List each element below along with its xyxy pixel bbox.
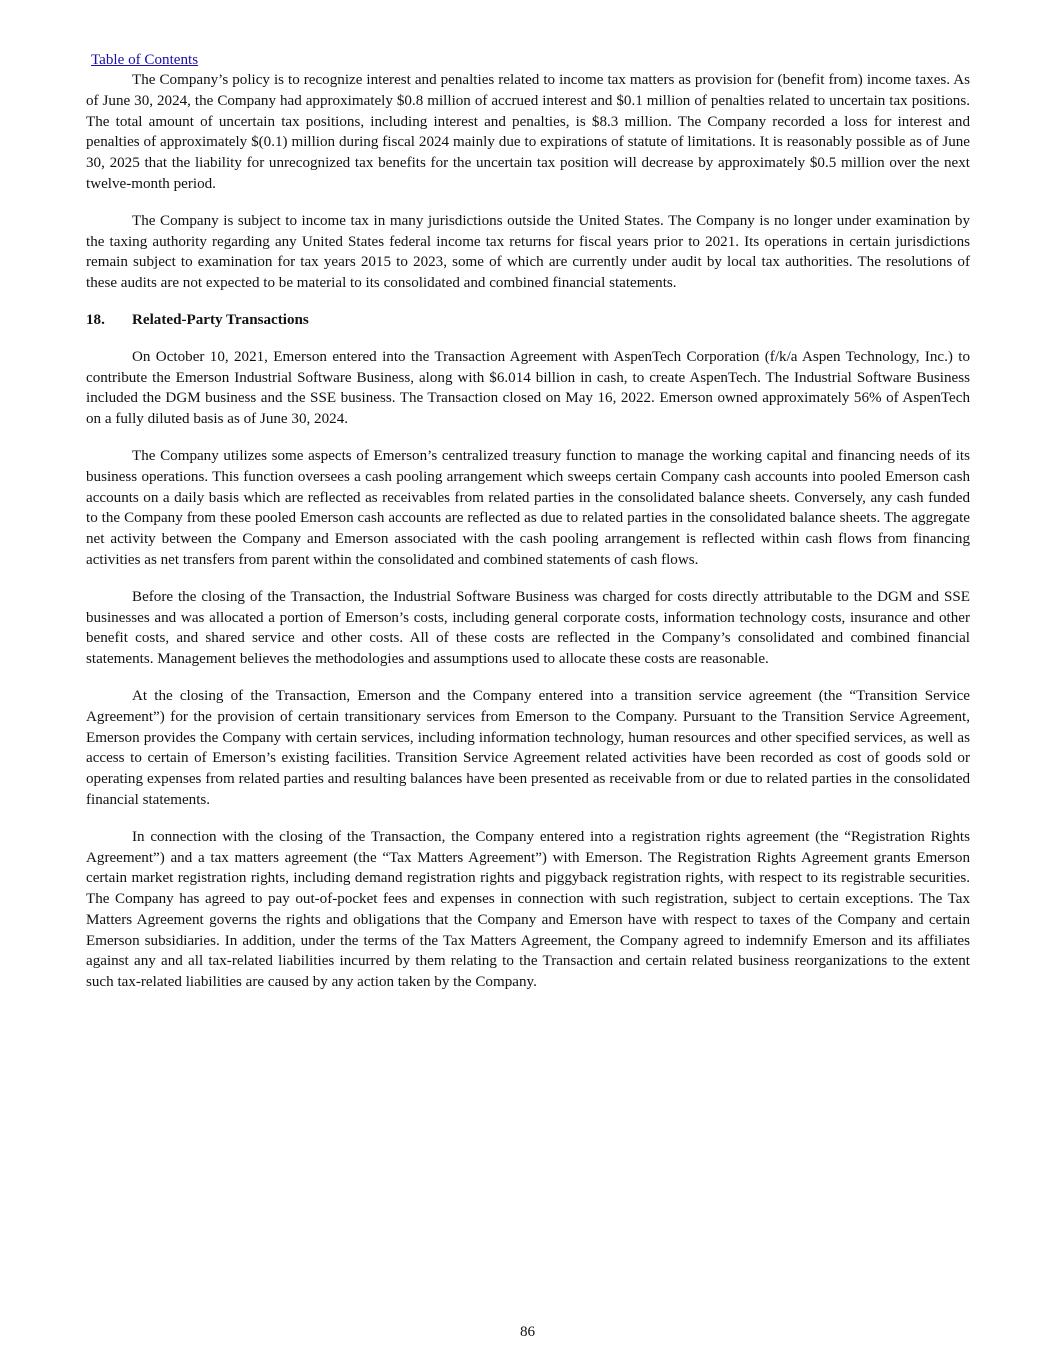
table-of-contents-link[interactable]: Table of Contents [91,52,199,68]
paragraph-tax-interest-penalties: The Company’s policy is to recognize interest and penalties related to income tax matters as provision for (benefit from) income taxes. As of June 30, 2024, the Company had approximately $0.8 million of accrued interest and $0.1 million of penalties related to uncertain tax positions. The total amount of uncertain tax positions, including interest and penalties, is $8.3 million. The Company recorded a loss for interest and penalties of approximately $(0.1) million during fiscal 2024 mainly due to expirations of statute of limitations. It is reasonably possible as of June 30, 2025 that the liability for unrecognized tax benefits for the uncertain tax position will decrease by approximately $0.5 million over the next twelve-month period. [86,72,970,192]
paragraph-cost-allocation: Before the closing of the Transaction, the Industrial Software Business was charged for costs directly attributable to the DGM and SSE businesses and was allocated a portion of Emerson’s costs, including general corporate costs, information technology costs, insurance and other benefit costs, and shared service and other costs. All of these costs are reflected in the Company’s consolidated and combined financial statements. Management believes the methodologies and assumptions used to allocate these costs are reasonable. [86,588,970,668]
paragraph-cash-pooling: The Company utilizes some aspects of Emerson’s centralized treasury function to manage the working capital and financing needs of its business operations. This function oversees a cash pooling arrangement which sweeps certain Company cash accounts into pooled Emerson cash accounts on a daily basis which are reflected as receivables from related parties in the consolidated balance sheets. Conversely, any cash funded to the Company from these pooled Emerson cash accounts are reflected as due to related parties in the consolidated balance sheets. The aggregate net activity between the Company and Emerson associated with the cash pooling arrangement is reflected within cash flows from financing activities as net transfers from parent within the consolidated and combined statements of cash flows. [86,447,970,568]
section-number: 18. [86,311,105,328]
page-number: 86 [519,1324,536,1340]
section-heading [86,310,970,331]
paragraph-transition-service-agreement: At the closing of the Transaction, Emerson and the Company entered into a transition service agreement (the “Transition Service Agreement”) for the provision of certain transitionary services from Emerson to the Company. Pursuant to the Transition Service Agreement, Emerson provides the Company with certain services, including information technology, human resources and other specified services, as well as access to certain of Emerson’s existing facilities. Transition Service Agreement related activities have been recorded as cost of goods sold or operating expenses from related parties and resulting balances have been presented as receivable from or due to related parties in the consolidated financial statements. [86,687,970,808]
paragraph-registration-tax-matters: In connection with the closing of the Transaction, the Company entered into a registration rights agreement (the “Registration Rights Agreement”) and a tax matters agreement (the “Tax Matters Agreement”) with Emerson. The Registration Rights Agreement grants Emerson certain market registration rights, including demand registration rights and piggyback registration rights, with respect to its registrable securities. The Company has agreed to pay out-of-pocket fees and expenses in connection with such registration, subject to certain exceptions. The Tax Matters Agreement governs the rights and obligations that the Company and Emerson have with respect to taxes of the Company and certain Emerson subsidiaries. In addition, under the terms of the Tax Matters Agreement, the Company agreed to indemnify Emerson and its affiliates against any and all tax-related liabilities incurred by them relating to the Transaction and certain related business reorganizations to the extent such tax-related liabilities are caused by any action taken by the Company. [86,828,970,991]
document-body [86,70,970,1009]
paragraph-transaction-agreement: On October 10, 2021, Emerson entered into the Transaction Agreement with AspenTech Corporation (f/k/a Aspen Technology, Inc.) to contribute the Emerson Industrial Software Business, along with $6.014 billion in cash, to create AspenTech. The Industrial Software Business included the DGM business and the SSE business. The Transaction closed on May 16, 2022. Emerson owned approximately 56% of AspenTech on a fully diluted basis as of June 30, 2024. [86,348,970,428]
paragraph-tax-jurisdictions: The Company is subject to income tax in many jurisdictions outside the United States. The Company is no longer under examination by the taxing authority regarding any United States federal income tax returns for fiscal years prior to 2021. Its operations in certain jurisdictions remain subject to examination for tax years 2015 to 2023, some of which are currently under audit by local tax authorities. The resolutions of these audits are not expected to be material to its consolidated and combined financial statements. [86,212,970,292]
section-title: Related-Party Transactions [132,311,309,328]
